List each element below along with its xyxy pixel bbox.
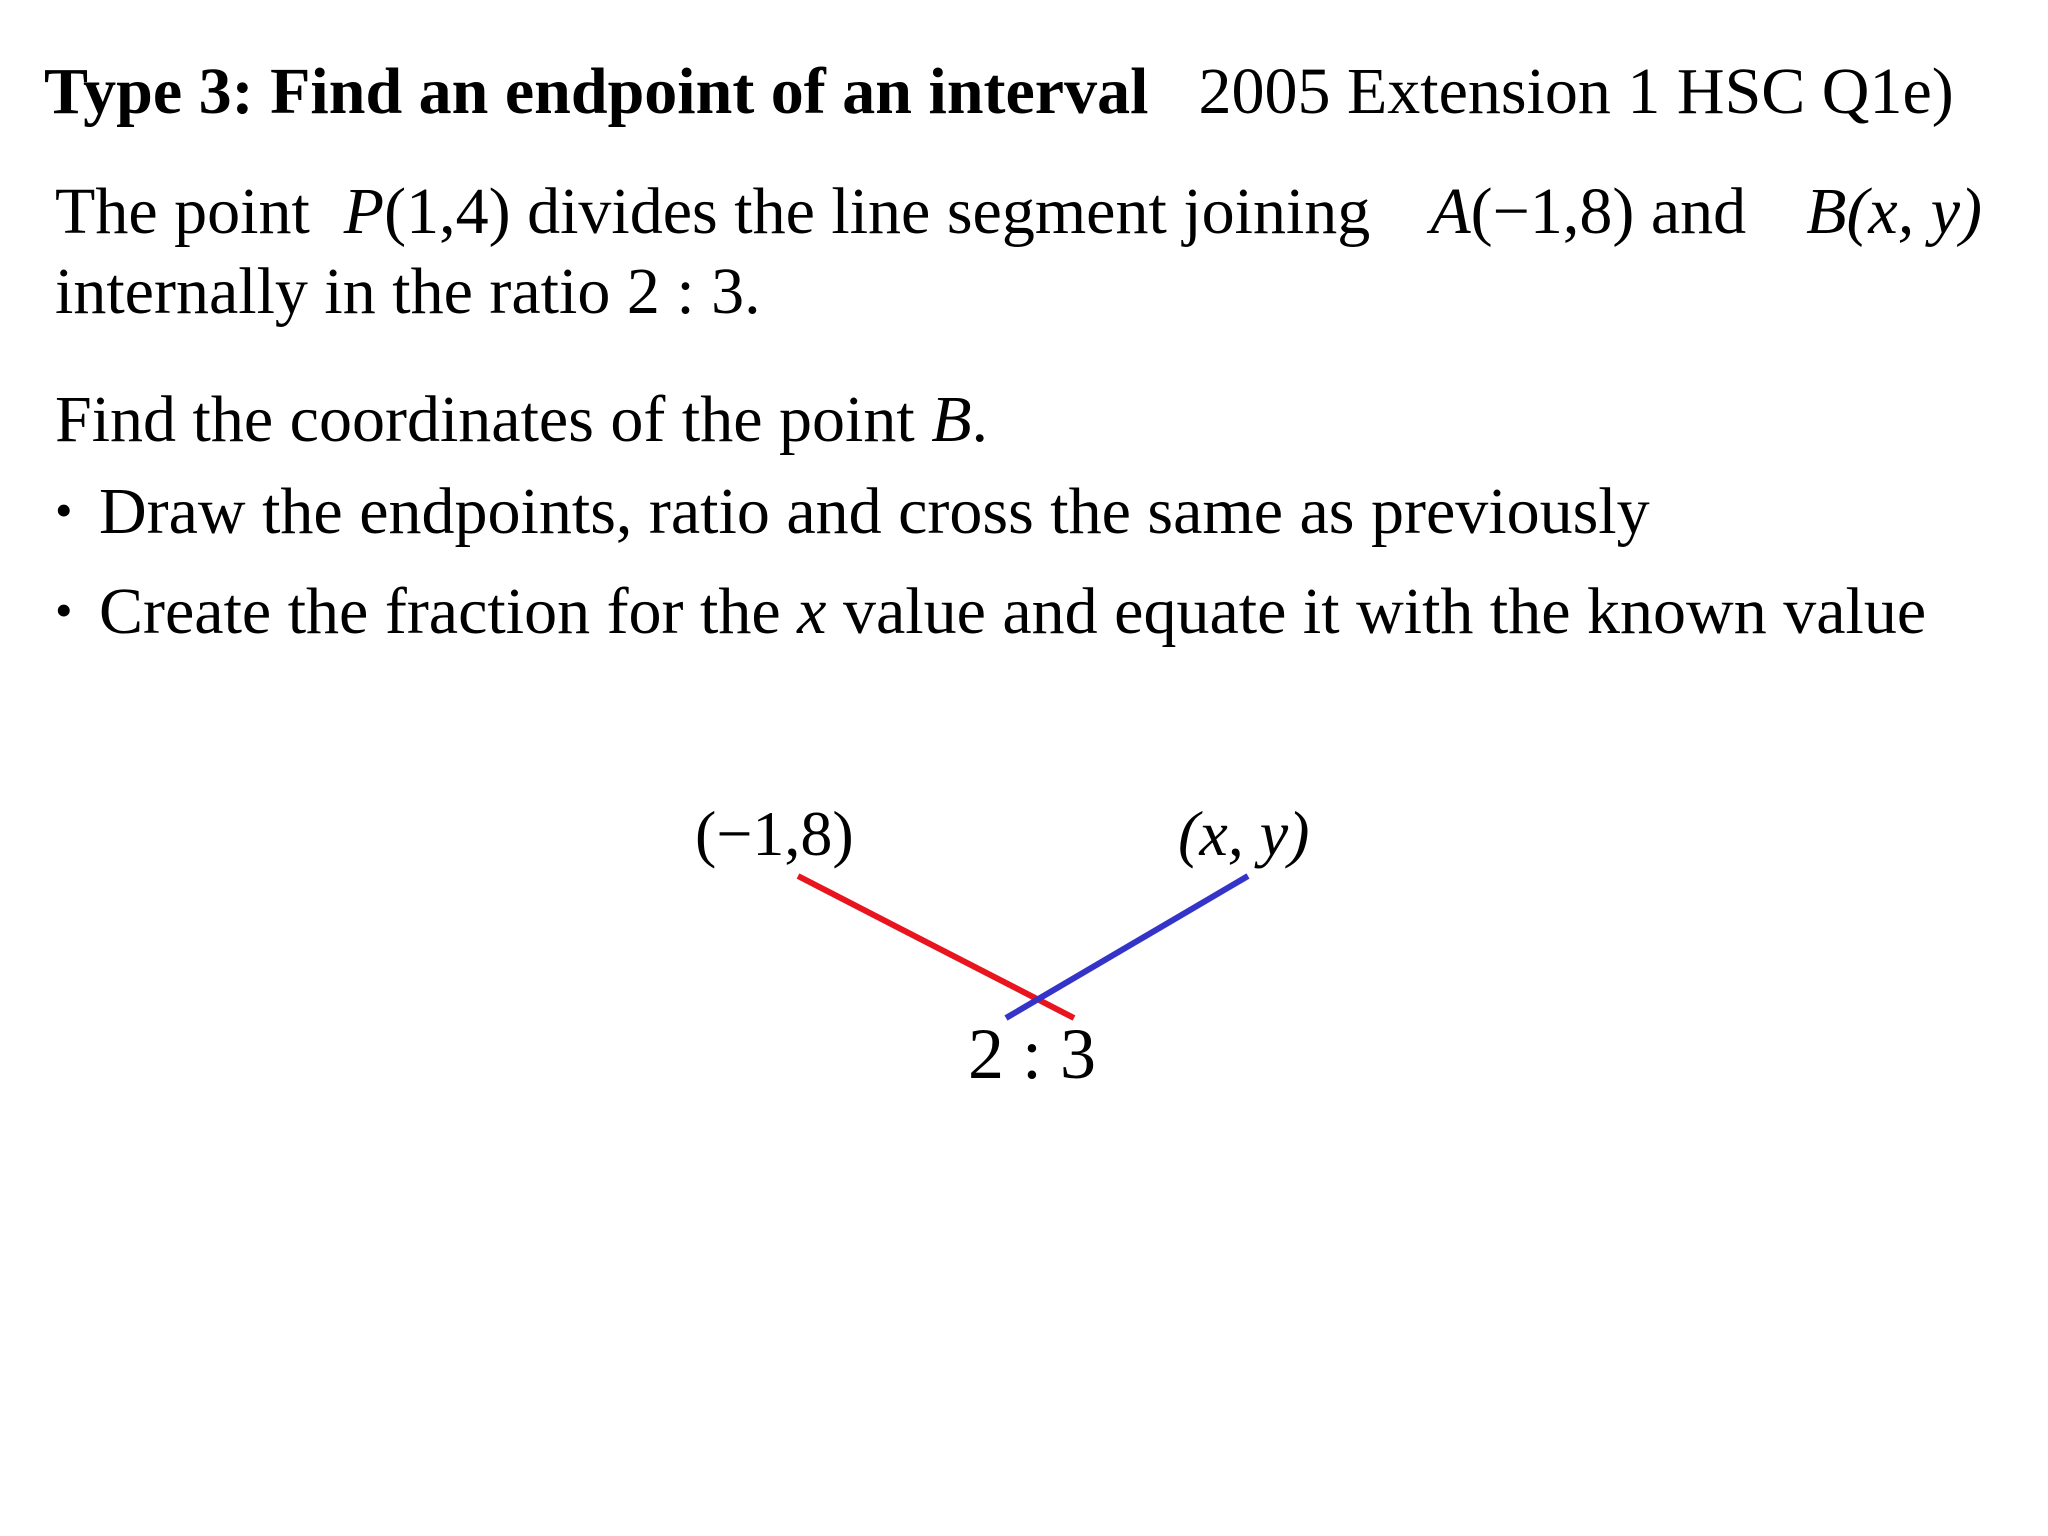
bullet-dot-icon: • [55, 482, 73, 538]
left-endpoint-label: (−1,8) [695, 798, 854, 869]
right-endpoint-label: (x, y) [1178, 798, 1310, 869]
find-period: . [971, 383, 989, 456]
bullet-2-text-pre: Create the fraction for the [99, 575, 781, 648]
point-a-name: A [1430, 175, 1471, 248]
problem-text-1: The point [55, 175, 310, 248]
bullet-2-text-post: value and equate it with the known value [842, 575, 1927, 648]
point-b-coords: (x, y) [1846, 175, 1982, 248]
left-ratio-line [798, 876, 1074, 1018]
find-text: Find the coordinates of the point [55, 383, 915, 456]
ratio-label: 2 : 3 [968, 1014, 1097, 1094]
find-var: B [931, 383, 972, 456]
problem-line-2: internally in the ratio 2 : 3. [55, 255, 761, 328]
point-a-coords: (−1,8) [1470, 175, 1635, 248]
title-main: Type 3: Find an endpoint of an interval [44, 55, 1149, 128]
bullet-1-text: Draw the endpoints, ratio and cross the same as previously [99, 475, 1650, 548]
bullet-dot-icon: • [55, 582, 73, 638]
right-ratio-line [1006, 876, 1248, 1018]
point-b-name: B [1806, 175, 1847, 248]
point-p-name: P [343, 175, 385, 248]
problem-text-3: and [1650, 175, 1747, 248]
bullet-2-var: x [797, 575, 827, 648]
title-source: 2005 Extension 1 HSC Q1e) [1198, 55, 1954, 128]
point-p-coords: (1,4) [384, 175, 511, 248]
problem-text-2: divides the line segment joining [527, 175, 1371, 248]
